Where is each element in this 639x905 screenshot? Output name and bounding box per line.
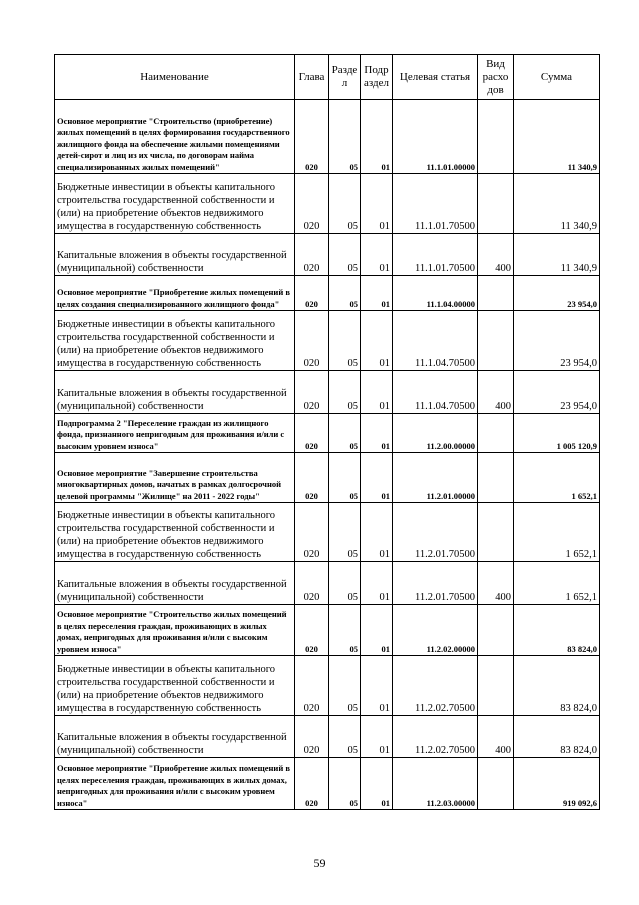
- row-subsection: 01: [361, 414, 393, 453]
- row-section: 05: [329, 234, 361, 276]
- row-expense-type: [478, 414, 514, 453]
- row-chapter: 020: [295, 371, 329, 414]
- table-row: [55, 276, 600, 311]
- table-row: [55, 503, 600, 562]
- row-sum: 23 954,0: [514, 371, 600, 414]
- table-row: [55, 174, 600, 234]
- row-section: 05: [329, 503, 361, 562]
- row-section: 05: [329, 656, 361, 716]
- row-name: Основное мероприятие "Завершение строительства многоквартирных домов, начатых в рамках долгосрочной целевой программы "Жилище" на 2011 - 2022 годы": [55, 453, 295, 503]
- row-target: 11.2.01.00000: [393, 453, 478, 503]
- row-sum: 1 652,1: [514, 503, 600, 562]
- row-expense-type: 400: [478, 716, 514, 758]
- row-name: Бюджетные инвестиции в объекты капитального строительства государственной собственности и (или) на приобретение объектов недвижимого имущества в государственную собственность: [55, 656, 295, 716]
- row-expense-type: [478, 453, 514, 503]
- header-section: Разде л: [329, 55, 361, 100]
- row-expense-type: [478, 100, 514, 174]
- row-expense-type: [478, 656, 514, 716]
- row-subsection: 01: [361, 174, 393, 234]
- row-subsection: 01: [361, 562, 393, 605]
- row-subsection: 01: [361, 371, 393, 414]
- row-chapter: 020: [295, 605, 329, 656]
- row-subsection: 01: [361, 656, 393, 716]
- row-subsection: 01: [361, 311, 393, 371]
- row-chapter: 020: [295, 562, 329, 605]
- row-chapter: 020: [295, 100, 329, 174]
- row-expense-type: [478, 605, 514, 656]
- table-row: [55, 716, 600, 758]
- header-sum: Сумма: [514, 55, 600, 100]
- row-target: 11.2.02.70500: [393, 656, 478, 716]
- row-section: 05: [329, 311, 361, 371]
- row-chapter: 020: [295, 758, 329, 810]
- row-sum: 11 340,9: [514, 174, 600, 234]
- row-name: Основное мероприятие "Строительство (приобретение) жилых помещений в целях формирования государственного жилищного фонда на обеспечение жилыми помещениями детей-сирот и лиц из их числа, по договорам найма специализированных жилых помещений": [55, 100, 295, 174]
- table-row: [55, 605, 600, 656]
- table-row: [55, 656, 600, 716]
- table-row: [55, 758, 600, 810]
- table-row: [55, 562, 600, 605]
- row-name: Капитальные вложения в объекты государственной (муниципальной) собственности: [55, 234, 295, 276]
- row-sum: 11 340,9: [514, 100, 600, 174]
- row-name: Бюджетные инвестиции в объекты капитального строительства государственной собственности и (или) на приобретение объектов недвижимого имущества в государственную собственность: [55, 503, 295, 562]
- table-row: [55, 453, 600, 503]
- row-sum: 1 652,1: [514, 453, 600, 503]
- row-section: 05: [329, 716, 361, 758]
- row-target: 11.1.04.70500: [393, 311, 478, 371]
- row-expense-type: [478, 311, 514, 371]
- row-chapter: 020: [295, 656, 329, 716]
- row-subsection: 01: [361, 758, 393, 810]
- row-expense-type: 400: [478, 371, 514, 414]
- row-section: 05: [329, 414, 361, 453]
- row-subsection: 01: [361, 605, 393, 656]
- row-sum: 1 005 120,9: [514, 414, 600, 453]
- row-name: Капитальные вложения в объекты государственной (муниципальной) собственности: [55, 371, 295, 414]
- table-header-row: [55, 55, 600, 100]
- row-sum: 83 824,0: [514, 716, 600, 758]
- row-subsection: 01: [361, 453, 393, 503]
- row-name: Основное мероприятие "Приобретение жилых помещений в целях создания специализированного жилищного фонда": [55, 276, 295, 311]
- row-name: Основное мероприятие "Строительство жилых помещений в целях переселения граждан, проживающих в жилых домах, непригодных для проживания и/или с высоким уровнем износа": [55, 605, 295, 656]
- row-chapter: 020: [295, 174, 329, 234]
- row-name: Основное мероприятие "Приобретение жилых помещений в целях переселения граждан, проживающих в жилых домах, непригодных для проживания и/или с высоким уровнем износа": [55, 758, 295, 810]
- header-target: Целевая статья: [393, 55, 478, 100]
- row-target: 11.1.04.00000: [393, 276, 478, 311]
- row-name: Бюджетные инвестиции в объекты капитального строительства государственной собственности и (или) на приобретение объектов недвижимого имущества в государственную собственность: [55, 174, 295, 234]
- table-row: [55, 414, 600, 453]
- table-row: [55, 234, 600, 276]
- row-section: 05: [329, 605, 361, 656]
- row-target: 11.2.01.70500: [393, 562, 478, 605]
- row-expense-type: [478, 174, 514, 234]
- row-target: 11.2.02.70500: [393, 716, 478, 758]
- budget-table: [54, 54, 600, 810]
- row-sum: 11 340,9: [514, 234, 600, 276]
- table-row: [55, 311, 600, 371]
- row-target: 11.1.01.70500: [393, 174, 478, 234]
- row-section: 05: [329, 453, 361, 503]
- row-sum: 83 824,0: [514, 605, 600, 656]
- header-chapter: Глава: [295, 55, 329, 100]
- row-subsection: 01: [361, 276, 393, 311]
- page-number: 59: [313, 856, 326, 870]
- row-sum: 23 954,0: [514, 276, 600, 311]
- table-row: [55, 100, 600, 174]
- row-expense-type: [478, 276, 514, 311]
- row-target: 11.2.03.00000: [393, 758, 478, 810]
- row-sum: 919 092,6: [514, 758, 600, 810]
- row-subsection: 01: [361, 234, 393, 276]
- row-subsection: 01: [361, 503, 393, 562]
- header-subsection: Подр аздел: [361, 55, 393, 100]
- row-name: Бюджетные инвестиции в объекты капитального строительства государственной собственности и (или) на приобретение объектов недвижимого имущества в государственную собственность: [55, 311, 295, 371]
- row-sum: 1 652,1: [514, 562, 600, 605]
- row-target: 11.1.01.70500: [393, 234, 478, 276]
- row-target: 11.2.00.00000: [393, 414, 478, 453]
- row-expense-type: [478, 758, 514, 810]
- row-section: 05: [329, 371, 361, 414]
- row-section: 05: [329, 100, 361, 174]
- row-chapter: 020: [295, 311, 329, 371]
- row-section: 05: [329, 758, 361, 810]
- row-chapter: 020: [295, 276, 329, 311]
- row-target: 11.1.01.00000: [393, 100, 478, 174]
- row-chapter: 020: [295, 503, 329, 562]
- table-row: [55, 371, 600, 414]
- row-section: 05: [329, 174, 361, 234]
- row-chapter: 020: [295, 716, 329, 758]
- row-expense-type: [478, 503, 514, 562]
- row-section: 05: [329, 276, 361, 311]
- row-expense-type: 400: [478, 234, 514, 276]
- row-name: Капитальные вложения в объекты государственной (муниципальной) собственности: [55, 716, 295, 758]
- row-chapter: 020: [295, 234, 329, 276]
- row-target: 11.2.02.00000: [393, 605, 478, 656]
- row-name: Капитальные вложения в объекты государственной (муниципальной) собственности: [55, 562, 295, 605]
- row-sum: 23 954,0: [514, 311, 600, 371]
- row-section: 05: [329, 562, 361, 605]
- row-subsection: 01: [361, 716, 393, 758]
- header-name: Наименование: [55, 55, 295, 100]
- row-target: 11.1.04.70500: [393, 371, 478, 414]
- row-name: Подпрограмма 2 "Переселение граждан из жилищного фонда, признанного непригодным для проживания и/или с высоким уровнем износа": [55, 414, 295, 453]
- row-chapter: 020: [295, 414, 329, 453]
- row-subsection: 01: [361, 100, 393, 174]
- row-expense-type: 400: [478, 562, 514, 605]
- row-target: 11.2.01.70500: [393, 503, 478, 562]
- header-expense-type: Вид расхо дов: [478, 55, 514, 100]
- row-sum: 83 824,0: [514, 656, 600, 716]
- row-chapter: 020: [295, 453, 329, 503]
